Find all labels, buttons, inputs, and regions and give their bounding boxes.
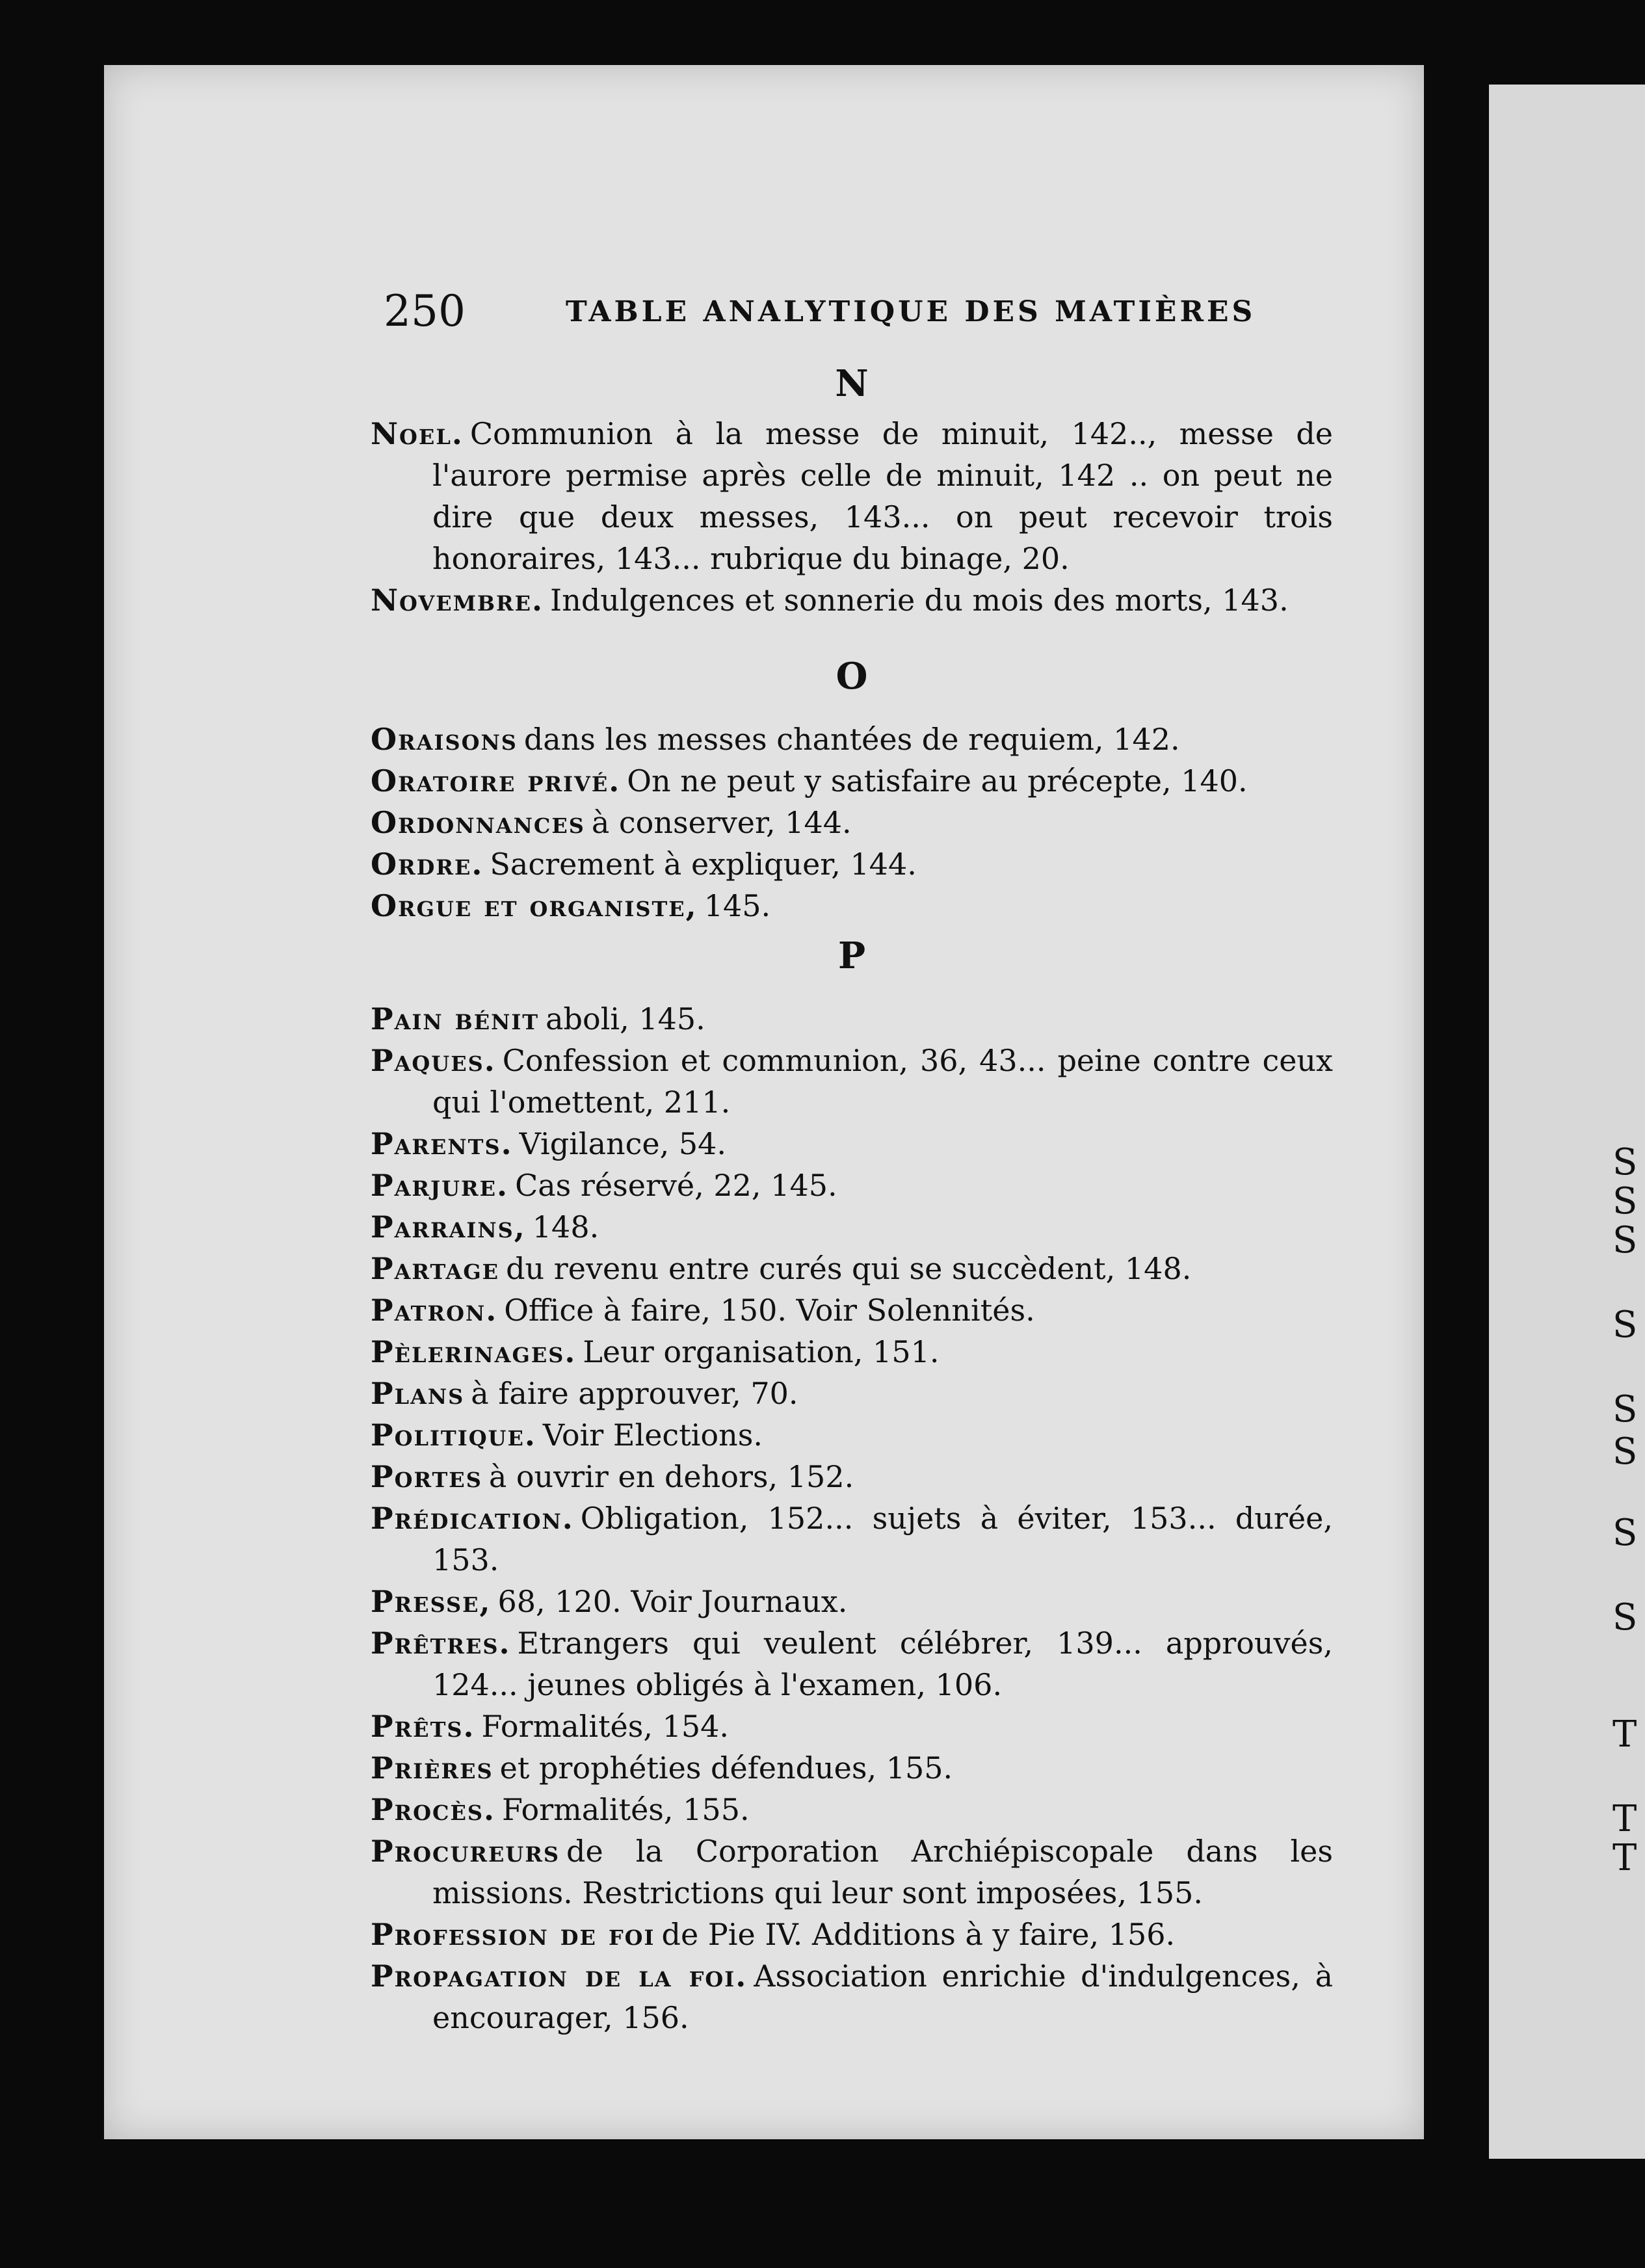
entry-text: Confession et communion, 36, 43... peine contre ceux qui l'omettent, 211. <box>432 1043 1333 1120</box>
index-entry <box>371 1165 1333 1206</box>
index-entry <box>371 413 1333 579</box>
section-gap <box>371 705 1333 719</box>
entry-head: Parrains, <box>371 1209 526 1245</box>
entry-head: Parjure. <box>371 1168 509 1203</box>
entry-text: aboli, 145. <box>546 1001 705 1036</box>
entry-text: Office à faire, 150. Voir Solennités. <box>504 1293 1035 1328</box>
index-entry <box>371 1581 1333 1622</box>
index-entry <box>371 802 1333 843</box>
entry-text: 68, 120. Voir Journaux. <box>497 1584 848 1619</box>
entry-text: Obligation, 152... sujets à éviter, 153... durée, 153. <box>432 1501 1333 1577</box>
entry-head: Prières <box>371 1750 494 1786</box>
margin-letter: S <box>1612 1219 1638 1261</box>
index-entry <box>371 885 1333 927</box>
entry-head: Portes <box>371 1459 482 1494</box>
margin-letter: T <box>1612 1798 1637 1840</box>
index-entry <box>371 1456 1333 1497</box>
entry-text: Etrangers qui veulent célébrer, 139... approuvés, 124... jeunes obligés à l'examen, 106. <box>432 1626 1333 1702</box>
index-entry <box>371 1373 1333 1414</box>
index-entry <box>371 1331 1333 1373</box>
margin-letter: S <box>1612 1304 1638 1346</box>
entry-head: Pain bénit <box>371 1001 540 1036</box>
entry-text: Voir Elections. <box>542 1418 763 1453</box>
entry-text: de Pie IV. Additions à y faire, 156. <box>661 1917 1176 1952</box>
index-entry <box>371 1497 1333 1581</box>
index-entry <box>371 1789 1333 1830</box>
entry-head: Oraisons <box>371 722 518 757</box>
entry-text: Association enrichie d'indulgences, à encourager, 156. <box>432 1958 1333 2035</box>
entry-head: Procès. <box>371 1792 496 1827</box>
entry-head: Ordre. <box>371 847 484 882</box>
entry-text: du revenu entre curés qui se succèdent, 148. <box>506 1251 1192 1286</box>
index-entry <box>371 760 1333 802</box>
index-entry <box>371 1123 1333 1165</box>
index-entry <box>371 998 1333 1040</box>
margin-letter: S <box>1612 1431 1638 1473</box>
entry-text: de la Corporation Archiépiscopale dans les missions. Restrictions qui leur sont imposées, 155. <box>432 1834 1333 1910</box>
index-entry <box>371 1414 1333 1456</box>
margin-letter: S <box>1612 1388 1638 1431</box>
section-letter: O <box>836 655 868 698</box>
entry-text: Vigilance, 54. <box>519 1126 727 1161</box>
index-entry <box>371 1040 1333 1123</box>
entry-head: Plans <box>371 1376 465 1411</box>
entry-head: Oratoire privé. <box>371 763 621 798</box>
entry-text: On ne peut y satisfaire au précepte, 140. <box>627 763 1248 798</box>
entry-head: Paques. <box>371 1043 496 1078</box>
index-entry <box>371 1955 1333 2038</box>
index-entry <box>371 719 1333 760</box>
entry-head: Prédication. <box>371 1501 574 1536</box>
section-gap <box>371 985 1333 998</box>
margin-letter: S <box>1612 1596 1638 1639</box>
entry-text: 148. <box>532 1209 599 1245</box>
entry-head: Profession de foi <box>371 1917 655 1952</box>
entry-text: Sacrement à expliquer, 144. <box>490 847 917 882</box>
entry-text: et prophéties défendues, 155. <box>499 1750 953 1786</box>
entry-text: dans les messes chantées de requiem, 142. <box>523 722 1180 757</box>
margin-letter: S <box>1612 1180 1638 1222</box>
entry-head: Prêtres. <box>371 1626 511 1661</box>
entry-text: Leur organisation, 151. <box>583 1334 940 1369</box>
margin-letter: S <box>1612 1141 1638 1183</box>
entry-head: Pèlerinages. <box>371 1334 577 1369</box>
index-entry <box>371 843 1333 885</box>
index-entry <box>371 1622 1333 1706</box>
section-letter: P <box>837 934 866 977</box>
index-entry <box>371 1248 1333 1289</box>
page-number: 250 <box>384 286 466 336</box>
entry-head: Parents. <box>371 1126 513 1161</box>
entry-text: Communion à la messe de minuit, 142.., messe de l'aurore permise après celle de minuit, 142 .. on peut ne dire que deux messes, 143... on peut recevoir trois honoraires, 143... rubrique du binage, 20. <box>432 416 1333 576</box>
section-letter: N <box>835 362 869 405</box>
entry-head: Noel. <box>371 416 464 451</box>
index-entry <box>371 1289 1333 1331</box>
margin-letter: S <box>1612 1512 1638 1554</box>
entry-text: à ouvrir en dehors, 152. <box>488 1459 854 1494</box>
section-gap <box>371 621 1333 647</box>
index-entry <box>371 1914 1333 1955</box>
entry-text: Cas réservé, 22, 145. <box>515 1168 837 1203</box>
entry-head: Propagation de la foi. <box>371 1958 748 1994</box>
index-entry <box>371 1830 1333 1914</box>
index-entry <box>371 1747 1333 1789</box>
margin-letter: T <box>1612 1713 1637 1756</box>
entry-head: Orgue et organiste, <box>371 888 698 923</box>
entry-head: Partage <box>371 1251 500 1286</box>
entry-head: Novembre. <box>371 583 544 618</box>
entry-text: à faire approuver, 70. <box>471 1376 798 1411</box>
entry-text: Formalités, 154. <box>481 1709 730 1744</box>
entry-head: Presse, <box>371 1584 492 1619</box>
entry-head: Ordonnances <box>371 805 585 840</box>
entry-head: Prêts. <box>371 1709 475 1744</box>
adjacent-page-edge <box>1489 85 1645 2159</box>
entry-head: Procureurs <box>371 1834 560 1869</box>
margin-letter: T <box>1612 1837 1637 1879</box>
index-entry <box>371 579 1333 621</box>
entry-text: Formalités, 155. <box>502 1792 750 1827</box>
entry-text: Indulgences et sonnerie du mois des morts, 143. <box>550 583 1289 618</box>
entry-text: 145. <box>704 888 771 923</box>
page-header <box>384 286 1256 345</box>
index-entry <box>371 1206 1333 1248</box>
running-title: TABLE ANALYTIQUE DES MATIÈRES <box>566 295 1256 328</box>
entry-head: Patron. <box>371 1293 498 1328</box>
index-content <box>371 354 1333 2038</box>
entry-head: Politique. <box>371 1418 536 1453</box>
entry-text: à conserver, 144. <box>591 805 852 840</box>
index-entry <box>371 1706 1333 1747</box>
